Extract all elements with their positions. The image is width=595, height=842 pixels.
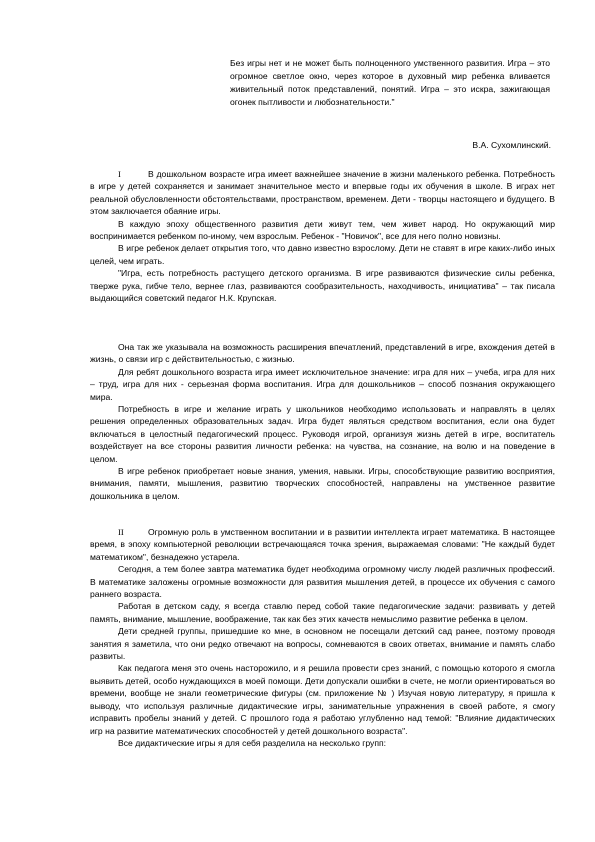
paragraph: Она так же указывала на возможность расширения впечатлений, представлений в игре, вхождения детей в жизнь, о связи игр с действительностью, с жизнью. [90,342,555,365]
paragraph: Работая в детском саду, я всегда ставлю перед собой такие педагогические задачи: развивать у детей память, внимание, мышление, воображение, так как без этих качеств немыслимо развитие ребенка в целом. [90,601,555,624]
paragraph: Сегодня, а тем более завтра математика будет необходима огромному числу людей различных профессий. В математике заложены огромные возможности для развития мышления детей, в процессе их обучения с самого раннего возраста. [90,564,555,600]
paragraph: В игре ребенок приобретает новые знания, умения, навыки. Игры, способствующие развитию восприятия, внимания, памяти, мышления, развитию творческих способностей, направлены на умственное развитие дошкольника в целом. [90,466,555,501]
paragraph: Все дидактические игры я для себя разделила на несколько групп: [118,737,387,748]
paragraph-text: В дошкольном возрасте игра имеет важнейшее значение в жизни маленького ребенка. Потребность в игре у детей сохраняется и занимает значительное место и впервые годы их обучения в школе. В играх нет реальной обусловленности обстоятельствами, пространством, временем. Дети - творцы настоящего и будущего. В этом заключается обаяние игры. [90,169,555,217]
section-1 [90,168,555,304]
section-2 [90,526,555,749]
section-marker: I [118,169,121,179]
paragraph: Для ребят дошкольного возраста игра имеет исключительное значение: игра для них – учеба, игра для них – труд, игра для них - серьезная форма воспитания. Игра для дошкольников – способ познания окружающего мира. [90,366,555,402]
paragraph-text: Огромную роль в умственном воспитании и в развитии интеллекта играет математика. В настоящее время, в эпоху компьютерной революции встречающаяся точка зрения, выражаемая словами: "Не каждый будет математиком", безнадежно устарела. [90,527,555,562]
paragraph: В каждую эпоху общественного развития дети живут тем, чем живет народ. Но окружающий мир воспринимается ребенком по-иному, чем взрослым. Ребенок - "Новичок", все для него полно новизны. [90,218,555,242]
paragraph: "Игра, есть потребность растущего детского организма. В игре развиваются физические силы ребенка, тверже рука, гибче тело, вернее глаз, развиваются сообразительность, находчивость, инициатива" – так писала выдающийся советский педагог Н.К. Крупская. [90,268,555,304]
section-1-continued [90,341,555,502]
paragraph: Потребность в игре и желание играть у школьников необходимо использовать и направлять в целях решения определенных образовательных задач. Игра будет являться средством воспитания, если она будет включаться в целостный педагогический процесс. Руководя игрой, организуя жизнь детей в игре, воспитатель воздействует на все стороны развития личности ребенка: на чувства, на сознание, на волю и на поведение в целом. [90,404,555,464]
paragraph [90,168,555,218]
section-marker: II [118,527,124,537]
epigraph-author: В.А. Сухомлинский. [472,140,551,150]
paragraph: Дети средней группы, пришедшие ко мне, в основном не посещали детский сад ранее, поэтому проводя занятия я заметила, что они редко отвечают на вопросы, сомневаются в своих ответах, внимание и память слабо развиты. [90,626,555,662]
paragraph: В игре ребенок делает открытия того, что давно известно взрослому. Дети не ставят в игре каких-либо иных целей, чем играть. [90,243,555,266]
epigraph-quote: Без игры нет и не может быть полноценного умственного развития. Игра – это огромное светлое окно, через которое в духовный мир ребенка вливается живительный поток представлений, понятий. Игра – это искра, зажигающая огонек пытливости и любознательности." [230,58,550,108]
paragraph: Как педагога меня это очень насторожило, и я решила провести срез знаний, с помощью которого я смогла выявить детей, особо нуждающихся в моей помощи. Дети допускали ошибки в счете, не могли ориентироваться во времени, вообще не знали геометрические фигуры (см. приложение № ) Изучая новую литературу, я пришла к выводу, что используя различные дидактические игры, занимательные упражнения в своей работе, я смогу исправить пробелы знаний у детей. С прошлого года я работаю углубленно над темой: "Влияние дидактических игр на развитие математических способностей у детей дошкольного возраста". [90,663,555,736]
paragraph [90,526,555,563]
